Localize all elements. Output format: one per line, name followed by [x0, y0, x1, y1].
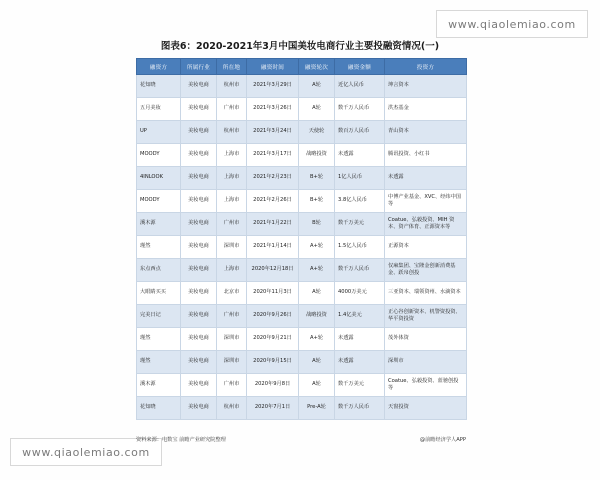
cell-amount: 近亿人民币	[335, 75, 385, 98]
source-note: 资料来源：电数宝 前瞻产业研究院整理	[136, 437, 226, 443]
footer-row	[136, 436, 466, 443]
cell-date: 2021年1月22日	[247, 213, 299, 236]
cell-location: 深圳市	[217, 351, 247, 374]
cell-investor: 正心谷创新资本、机警资投资、华平资投资	[385, 305, 467, 328]
cell-company: UP	[137, 121, 181, 144]
table-row	[137, 98, 467, 121]
cell-date: 2020年9月8日	[247, 374, 299, 397]
cell-amount: 1亿人民币	[335, 167, 385, 190]
table-row	[137, 213, 467, 236]
cell-industry: 美妆电商	[181, 98, 217, 121]
table-row	[137, 282, 467, 305]
cell-date: 2020年9月21日	[247, 328, 299, 351]
col-header-amount: 融资金额	[335, 59, 385, 75]
cell-investor: 茂外体资	[385, 328, 467, 351]
cell-company: 瑾然	[137, 328, 181, 351]
cell-industry: 美妆电商	[181, 144, 217, 167]
cell-company: MOODY	[137, 144, 181, 167]
cell-location: 杭州市	[217, 397, 247, 420]
watermark-bottom: www.qiaolemiao.com	[10, 438, 162, 466]
cell-amount: 4000万美元	[335, 282, 385, 305]
chart-title: 图表6：2020-2021年3月中国美妆电商行业主要投融资情况(一)	[160, 41, 440, 52]
table-row	[137, 328, 467, 351]
cell-company: 瑾然	[137, 236, 181, 259]
cell-industry: 美妆电商	[181, 236, 217, 259]
cell-company: 完美日记	[137, 305, 181, 328]
cell-investor: 青山资本	[385, 121, 467, 144]
cell-company: 溪木源	[137, 213, 181, 236]
cell-location: 深圳市	[217, 328, 247, 351]
watermark-top: www.qiaolemiao.com	[436, 10, 588, 38]
cell-date: 2021年1月14日	[247, 236, 299, 259]
cell-industry: 美妆电商	[181, 282, 217, 305]
cell-round: A轮	[299, 282, 335, 305]
cell-investor: 正源资本	[385, 236, 467, 259]
cell-location: 深圳市	[217, 236, 247, 259]
cell-investor: 仅麻集团、宝隆金创新消费基金、跃帛创投	[385, 259, 467, 282]
cell-location: 杭州市	[217, 121, 247, 144]
table-row	[137, 305, 467, 328]
cell-amount: 数千万美元	[335, 374, 385, 397]
cell-amount: 数百万人民币	[335, 121, 385, 144]
table-row	[137, 374, 467, 397]
cell-company: 4INLOOK	[137, 167, 181, 190]
cell-location: 上海市	[217, 167, 247, 190]
table-row	[137, 144, 467, 167]
cell-company: 瑾然	[137, 351, 181, 374]
cell-round: 战略投资	[299, 144, 335, 167]
cell-industry: 美妆电商	[181, 305, 217, 328]
cell-date: 2020年9月15日	[247, 351, 299, 374]
cell-company: 花知晓	[137, 75, 181, 98]
cell-date: 2020年12月18日	[247, 259, 299, 282]
table-row	[137, 236, 467, 259]
col-header-date: 融资时间	[247, 59, 299, 75]
cell-investor: 腾讯投资、小红书	[385, 144, 467, 167]
cell-date: 2020年7月1日	[247, 397, 299, 420]
cell-round: A轮	[299, 351, 335, 374]
credit-note: @前瞻经济学人APP	[419, 437, 466, 443]
cell-location: 上海市	[217, 144, 247, 167]
cell-investor: 深圳市	[385, 351, 467, 374]
cell-company: 大眼睛买买	[137, 282, 181, 305]
cell-round: A+轮	[299, 236, 335, 259]
cell-round: B+轮	[299, 167, 335, 190]
cell-investor: 三亚资本、瑞领资州、水滴资本	[385, 282, 467, 305]
cell-round: 战略投资	[299, 305, 335, 328]
cell-investor: Coatue、弘毅投资、蓝驰创投等	[385, 374, 467, 397]
col-header-location: 所在地	[217, 59, 247, 75]
cell-round: A+轮	[299, 328, 335, 351]
cell-amount: 数千万人民币	[335, 98, 385, 121]
cell-date: 2021年2月23日	[247, 167, 299, 190]
cell-date: 2020年9月26日	[247, 305, 299, 328]
col-header-industry: 所属行业	[181, 59, 217, 75]
col-header-round: 融资轮次	[299, 59, 335, 75]
cell-round: B+轮	[299, 190, 335, 213]
table-row	[137, 259, 467, 282]
cell-industry: 美妆电商	[181, 374, 217, 397]
table-row	[137, 167, 467, 190]
cell-location: 广州市	[217, 98, 247, 121]
cell-round: 天使轮	[299, 121, 335, 144]
cell-company: 东点西点	[137, 259, 181, 282]
cell-investor: Coatue、弘毅投资、MIH 资本、资产体育、正源资本等	[385, 213, 467, 236]
cell-location: 上海市	[217, 190, 247, 213]
table-row	[137, 351, 467, 374]
cell-round: A轮	[299, 374, 335, 397]
cell-amount: 未透露	[335, 351, 385, 374]
cell-company: 五月美妆	[137, 98, 181, 121]
cell-investor: 未透露	[385, 167, 467, 190]
cell-amount: 数千万人民币	[335, 259, 385, 282]
cell-industry: 美妆电商	[181, 213, 217, 236]
cell-amount: 数千万美元	[335, 213, 385, 236]
investment-table-wrap	[136, 58, 466, 420]
cell-company: MOODY	[137, 190, 181, 213]
cell-round: Pre-A轮	[299, 397, 335, 420]
cell-round: A轮	[299, 98, 335, 121]
cell-investor: 天窗投资	[385, 397, 467, 420]
cell-investor: 坤言资本	[385, 75, 467, 98]
cell-amount: 数千万人民币	[335, 397, 385, 420]
cell-amount: 未透露	[335, 328, 385, 351]
table-row	[137, 121, 467, 144]
cell-date: 2021年3月24日	[247, 121, 299, 144]
cell-location: 广州市	[217, 374, 247, 397]
table-header-row	[137, 59, 467, 75]
cell-company: 花知晓	[137, 397, 181, 420]
cell-industry: 美妆电商	[181, 328, 217, 351]
cell-date: 2021年3月17日	[247, 144, 299, 167]
col-header-investor: 投资方	[385, 59, 467, 75]
cell-location: 广州市	[217, 213, 247, 236]
investment-table	[136, 58, 467, 420]
cell-amount: 1.4亿美元	[335, 305, 385, 328]
cell-industry: 美妆电商	[181, 397, 217, 420]
table-row	[137, 397, 467, 420]
cell-industry: 美妆电商	[181, 121, 217, 144]
cell-round: B轮	[299, 213, 335, 236]
cell-amount: 3.8亿人民币	[335, 190, 385, 213]
cell-investor: 洪杰基金	[385, 98, 467, 121]
cell-industry: 美妆电商	[181, 259, 217, 282]
col-header-company: 融资方	[137, 59, 181, 75]
table-row	[137, 75, 467, 98]
cell-amount: 未透露	[335, 144, 385, 167]
cell-date: 2020年11月3日	[247, 282, 299, 305]
cell-industry: 美妆电商	[181, 75, 217, 98]
cell-location: 上海市	[217, 259, 247, 282]
cell-industry: 美妆电商	[181, 190, 217, 213]
cell-location: 广州市	[217, 305, 247, 328]
cell-location: 北京市	[217, 282, 247, 305]
cell-round: A+轮	[299, 259, 335, 282]
cell-date: 2021年3月26日	[247, 98, 299, 121]
cell-amount: 1.5亿人民币	[335, 236, 385, 259]
cell-industry: 美妆电商	[181, 351, 217, 374]
cell-date: 2021年2月26日	[247, 190, 299, 213]
cell-company: 溪木源	[137, 374, 181, 397]
table-row	[137, 190, 467, 213]
cell-date: 2021年3月29日	[247, 75, 299, 98]
cell-round: A轮	[299, 75, 335, 98]
cell-location: 杭州市	[217, 75, 247, 98]
cell-investor: 中博产业基金、XVC、经纬中国等	[385, 190, 467, 213]
cell-industry: 美妆电商	[181, 167, 217, 190]
